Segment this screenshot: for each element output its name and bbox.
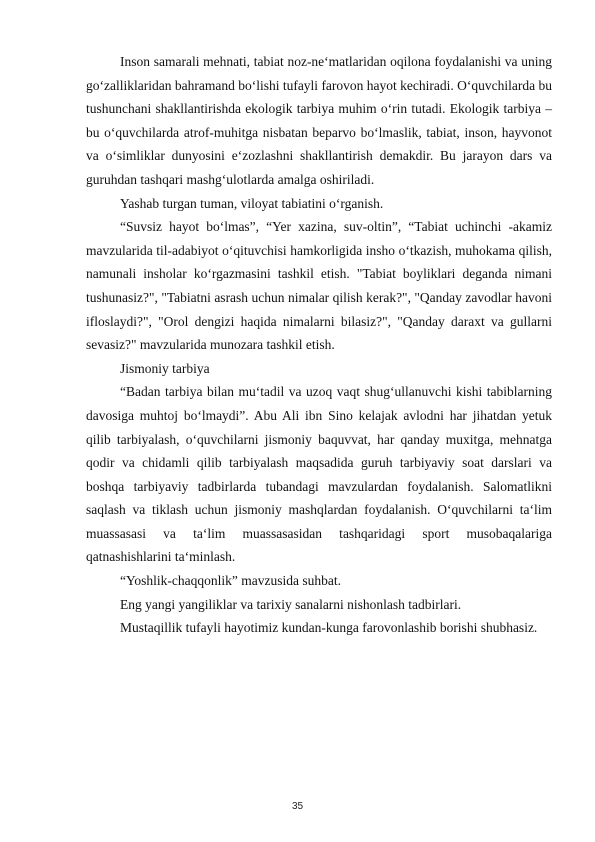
paragraph-local-nature: Yashab turgan tuman, viloyat tabiatini o‘rganish. <box>120 195 384 211</box>
paragraph-essay-topics: “Suvsiz hayot bo‘lmas”, “Yer xazina, suv-oltin”, “Tabiat uchinchi -akamiz mavzularida til-adabiyot o‘qituvchisi hamkorligida insho o‘tkazish, muhokama qilish, namunali insholar ko‘rgazmasini tashkil etish. "Tabiat boyliklari deganda nimani tushunasiz?", "Tabiatni asrash uchun nimalar qilish kerak?", "Qanday zavodlar havoni ifloslaydi?", "Orol dengizi haqida nimalarni bilasiz?", "Qanday daraxt va gullarni sevasiz?" mavzularida munozara tashkil etish. <box>86 219 552 353</box>
paragraph-news-events: Eng yangi yangiliklar va tarixiy sanalarni nishonlash tadbirlari. <box>120 596 462 612</box>
paragraph-ecology-intro: Inson samarali mehnati, tabiat noz-ne‘matlaridan oqilona foydalanishi va uning go‘zalliklaridan bahramand bo‘lishi tufayli farovon hayot kechiradi. O‘quvchilarda bu tushunchani shakllantirishda ekologik tarbiya muhim o‘rin tutadi. Ekologik tarbiya – bu o‘quvchilarda atrof-muhitga nisbatan beparvo bo‘lmaslik, tabiat, inson, hayvonot va o‘simliklar dunyosini e‘zozlashni shakllantirish demakdir. Bu jarayon dars va guruhdan tashqari mashg‘ulotlarda amalga oshiriladi. <box>86 54 552 187</box>
section-heading-physical-education: Jismoniy tarbiya <box>120 360 210 376</box>
body-text <box>86 50 552 640</box>
paragraph-physical-education: “Badan tarbiya bilan mu‘tadil va uzoq vaqt shug‘ullanuvchi kishi tabiblarning davosiga muhtoj bo‘lmaydi”. Abu Ali ibn Sino kelajak avlodni har jihatdan yetuk qilib tarbiyalash, o‘quvchilarni jismoniy baquvvat, har qanday muxitga, mehnatga qodir va chidamli qilib tarbiyalash maqsadida guruh tarbiyaviy soat darslari va boshqa tarbiyaviy tadbirlarda tubandagi mavzulardan foydalanish. Salomatlikni saqlash va tiklash uchun jismoniy mashqlardan foydalanish. O‘quvchilarni ta‘lim muassasasi va ta‘lim muassasasidan tashqaridagi sport musobaqalariga qatnashishlarini ta‘minlash. <box>86 384 552 565</box>
paragraph-youth-talk: “Yoshlik-chaqqonlik” mavzusida suhbat. <box>120 573 341 589</box>
paragraph-independence: Mustaqillik tufayli hayotimiz kundan-kunga farovonlashib borishi shubhasiz. <box>120 620 538 636</box>
page-number: 35 <box>291 801 304 812</box>
